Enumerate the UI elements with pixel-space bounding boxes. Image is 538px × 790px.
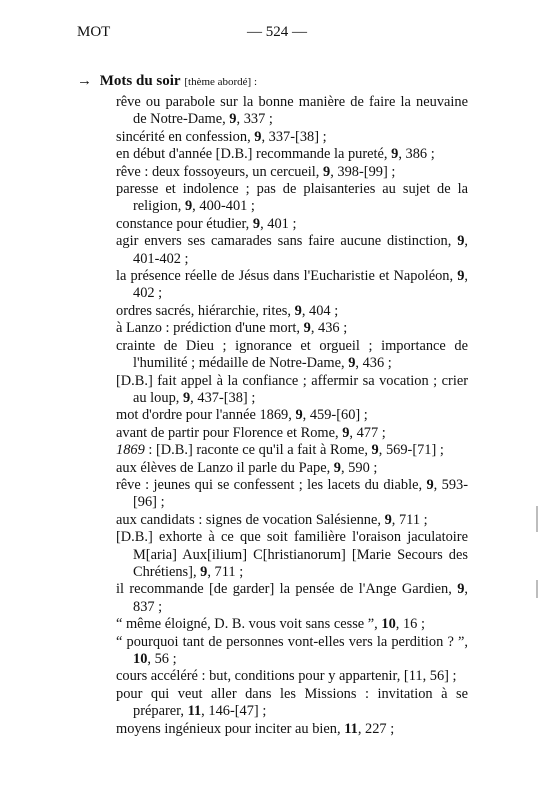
entry-pages: , 711 ;: [391, 511, 428, 528]
page-header: [77, 24, 488, 44]
entry-volume: 9: [252, 215, 261, 232]
index-entry: [116, 338, 468, 373]
entry-volume: 9: [342, 424, 350, 441]
entry-pages: , 436 ;: [355, 355, 392, 372]
entry-volume: 9: [333, 459, 341, 476]
entry-text: agir envers ses camarades sans faire aucune distinction,: [116, 233, 458, 250]
entry-volume: 9: [457, 268, 465, 285]
entry-pages: , 590 ;: [340, 459, 378, 476]
entry-text: [D.B.] fait appel à la confiance ; affermir sa vocation ; crier au loup,: [116, 372, 468, 406]
index-entry: [116, 407, 468, 424]
entry-pages: , 404 ;: [301, 302, 339, 319]
entry-pages: , 400-401 ;: [192, 198, 255, 215]
index-entry: [116, 268, 468, 303]
entry-volume: 9: [426, 476, 434, 493]
entry-volume: 11: [187, 703, 202, 720]
entry-volume: 9: [295, 407, 303, 424]
entry-volume: 10: [381, 616, 396, 633]
entry-text: [D.B.] exhorte à ce que soit familière l'oraison jaculatoire M[aria] Aux[ilium] C[hristianorum] [Marie Secours des Chrétiens],: [116, 529, 468, 580]
entry-volume: 9: [323, 163, 331, 180]
entry-text: rêve ou parabole sur la bonne manière de faire la neuvaine de Notre-Dame,: [116, 94, 468, 128]
entry-text: paresse et indolence ; pas de plaisanteries au sujet de la religion,: [116, 181, 468, 215]
index-entry: [116, 216, 468, 233]
index-entry: [116, 164, 468, 181]
running-head: MOT: [77, 24, 111, 40]
section-note: [thème abordé] :: [184, 76, 258, 88]
entry-text: rêve : deux fossoyeurs, un cercueil,: [116, 163, 323, 180]
entry-volume: 9: [371, 442, 379, 459]
entry-pages: , 146-[47] ;: [201, 703, 267, 720]
index-entry: [116, 512, 468, 529]
section-title: Mots du soir: [99, 73, 181, 89]
entry-pages: , 711 ;: [207, 563, 244, 580]
entry-text: avant de partir pour Florence et Rome,: [116, 424, 343, 441]
entry-pages: , 569-[71] ;: [378, 442, 444, 459]
entry-pages: , 401 ;: [260, 215, 297, 232]
entry-text: rêve : jeunes qui se confessent ; les lacets du diable,: [116, 476, 427, 493]
entry-text: constance pour étudier,: [116, 215, 253, 232]
index-entry: [116, 146, 468, 163]
entry-pages: , 436 ;: [310, 320, 348, 337]
index-entry: [116, 721, 468, 738]
entry-text: mot d'ordre pour l'année 1869,: [116, 407, 296, 424]
index-entry: [116, 94, 468, 129]
entry-pages: , 593-[96] ;: [133, 476, 469, 511]
entry-text: il recommande [de garder] la pensée de l'Ange Gardien,: [116, 581, 458, 598]
section-heading: [77, 73, 257, 90]
entry-text: aux candidats : signes de vocation Salésienne,: [116, 511, 385, 528]
index-entry: [116, 303, 468, 320]
index-entry: [116, 442, 468, 459]
index-entry: [116, 233, 468, 268]
entry-pages: , 227 ;: [357, 720, 395, 737]
entry-volume: 9: [182, 389, 191, 406]
entry-text: “ même éloigné, D. B. vous voit sans cesse ”,: [116, 616, 382, 633]
entry-volume: 9: [303, 320, 311, 337]
entry-pages: , 402 ;: [133, 268, 468, 302]
entry-volume: 9: [457, 581, 465, 598]
entry-volume: 10: [133, 651, 148, 667]
index-entry: [116, 320, 468, 337]
entry-text: : [D.B.] raconte ce qu'il a fait à Rome,: [144, 442, 372, 459]
entry-text: sincérité en confession,: [116, 128, 255, 145]
entry-pages: , 16 ;: [395, 616, 425, 633]
index-entry: [116, 425, 468, 442]
entry-pages: , 437-[38] ;: [190, 389, 256, 406]
index-entry: [116, 529, 468, 581]
entry-year: 1869: [116, 442, 145, 459]
entry-text: en début d'année [D.B.] recommande la pureté,: [116, 146, 392, 163]
index-entry: [116, 686, 468, 721]
index-entry: [116, 460, 468, 477]
entry-pages: , 401-402 ;: [133, 233, 468, 267]
entry-pages: , 386 ;: [398, 146, 435, 163]
entry-text: la présence réelle de Jésus dans l'Eucharistie et Napoléon,: [116, 268, 458, 285]
entry-text: crainte de Dieu ; ignorance et orgueil ; importance de l'humilité ; médaille de Notre-Dame,: [116, 337, 468, 372]
entry-list: [116, 94, 468, 738]
entry-pages: , 337-[38] ;: [261, 128, 327, 145]
entry-pages: , 56 ;: [147, 651, 177, 667]
entry-text: cours accéléré : but, conditions pour y appartenir, [11, 56] ;: [116, 668, 457, 685]
entry-pages: , 477 ;: [349, 424, 386, 441]
index-entry: [116, 668, 468, 685]
index-entry: [116, 373, 468, 408]
index-entry: [116, 616, 468, 633]
page-number: — 524 —: [247, 24, 307, 40]
entry-pages: , 837 ;: [133, 581, 468, 615]
index-entry: [116, 181, 468, 216]
entry-volume: 9: [254, 128, 262, 145]
entry-volume: 11: [344, 720, 358, 737]
entry-volume: 9: [348, 355, 356, 372]
entry-pages: , 337 ;: [236, 111, 273, 128]
entry-volume: 9: [391, 146, 399, 163]
entry-text: “ pourquoi tant de personnes vont-elles vers la perdition ? ”,: [116, 633, 468, 650]
entry-text: pour qui veut aller dans les Missions : invitation à se préparer,: [116, 685, 468, 720]
entry-text: moyens ingénieux pour inciter au bien,: [116, 720, 345, 737]
index-entry: [116, 581, 468, 616]
entry-volume: 9: [184, 198, 193, 215]
entry-text: aux élèves de Lanzo il parle du Pape,: [116, 459, 334, 476]
entry-text: ordres sacrés, hiérarchie, rites,: [116, 302, 295, 319]
entry-text: à Lanzo : prédiction d'une mort,: [116, 320, 304, 337]
index-entry: [116, 129, 468, 146]
entry-volume: 9: [294, 302, 302, 319]
entry-pages: , 398-[99] ;: [330, 163, 396, 180]
index-entry: [116, 634, 468, 669]
index-entry: [116, 477, 468, 512]
entry-pages: , 459-[60] ;: [302, 407, 368, 424]
arrow-icon: →: [77, 73, 92, 89]
entry-volume: 9: [384, 511, 392, 528]
entry-volume: 9: [200, 563, 208, 580]
entry-volume: 9: [457, 233, 465, 250]
entry-volume: 9: [229, 111, 237, 128]
